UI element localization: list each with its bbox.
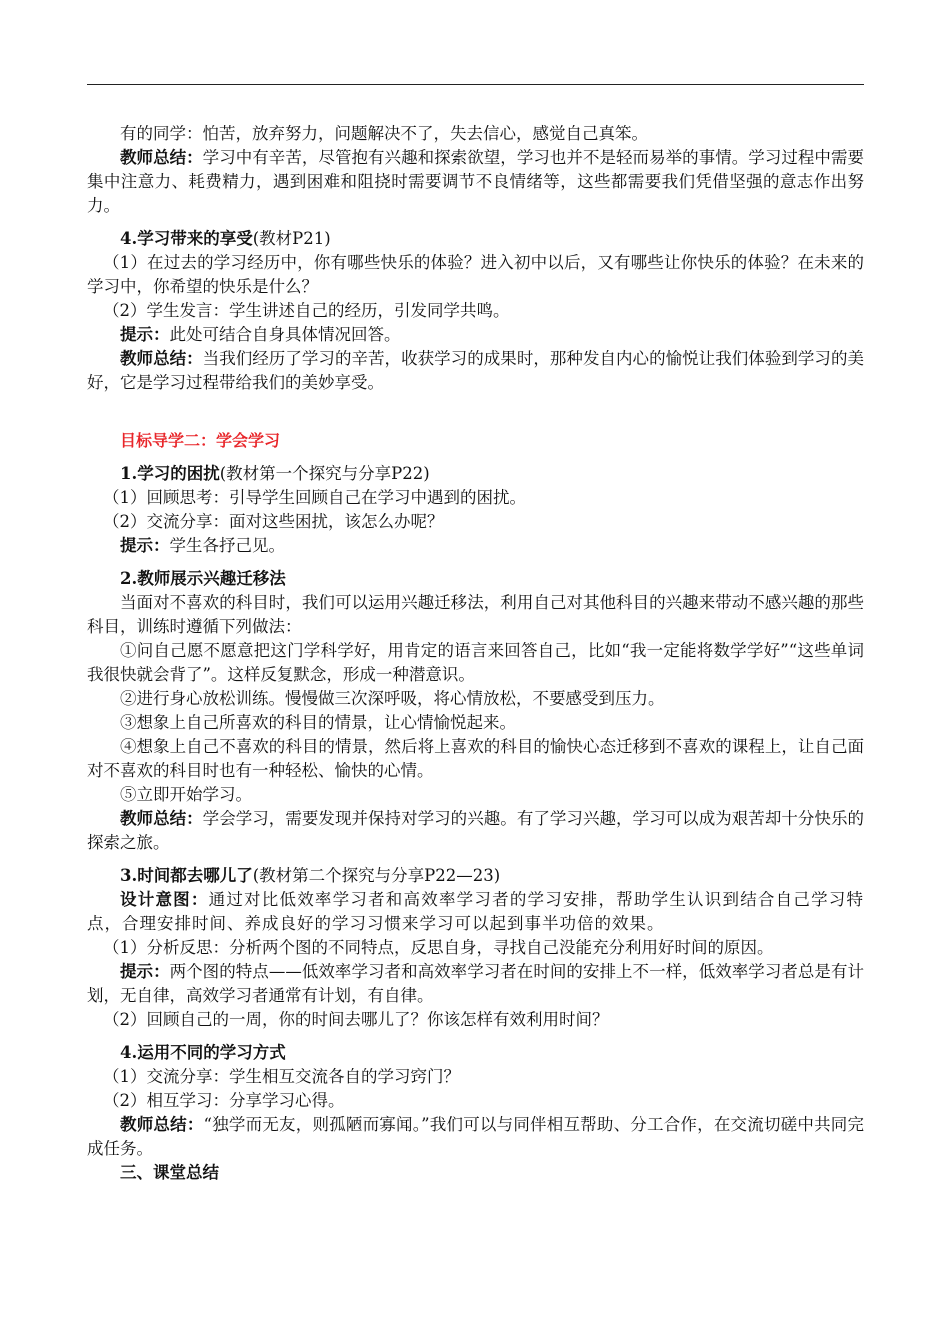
section-heading: 4.运用不同的学习方式 — [120, 1043, 286, 1062]
paragraph: 当面对不喜欢的科目时，我们可以运用兴趣迁移法，利用自己对其他科目的兴趣来带动不感兴趣的那些科目，训练时遵循下列做法： — [87, 593, 864, 636]
paragraph: 设计意图：通过对比低效率学习者和高效率学习者的学习安排，帮助学生认识到结合自己学习特点，合理安排时间、养成良好的学习习惯来学习可以起到事半功倍的效果。 — [87, 890, 865, 933]
paragraph: 教师总结：学习中有辛苦，尽管抱有兴趣和探索欲望，学习也并不是轻而易举的事情。学习过程中需要集中注意力、耗费精力，遇到困难和阻挠时需要调节不良情绪等，这些都需要我们凭借坚强的意志作出努力。 — [87, 148, 865, 215]
paragraph: 教师总结：当我们经历了学习的辛苦，收获学习的成果时，那种发自内心的愉悦让我们体验到学习的美好，它是学习过程带给我们的美妙享受。 — [87, 349, 865, 392]
document-body — [87, 122, 864, 1185]
paragraph: （2）相互学习：分享学习心得。 — [103, 1091, 345, 1110]
paragraph: （2）回顾自己的一周，你的时间去哪儿了？你该怎样有效利用时间？ — [103, 1010, 609, 1029]
goal-heading: 目标导学二：学会学习 — [120, 431, 281, 450]
paragraph: （1）分析反思：分析两个图的不同特点，反思自身，寻找自己没能充分利用好时间的原因。 — [103, 938, 774, 957]
section-heading: 3.时间都去哪儿了(教材第二个探究与分享P22—23) — [120, 866, 501, 885]
paragraph: （1）回顾思考：引导学生回顾自己在学习中遇到的困扰。 — [103, 488, 526, 507]
paragraph: 教师总结：“独学而无友，则孤陋而寡闻。”我们可以与同伴相互帮助、分工合作，在交流切磋中共同完成任务。 — [87, 1115, 865, 1158]
header-rule — [87, 84, 864, 85]
section-heading: 1.学习的困扰(教材第一个探究与分享P22) — [120, 464, 430, 483]
paragraph: （1）交流分享：学生相互交流各自的学习窍门？ — [103, 1067, 460, 1086]
paragraph: ⑤立即开始学习。 — [120, 785, 252, 804]
paragraph: （2）学生发言：学生讲述自己的经历，引发同学共鸣。 — [103, 301, 510, 320]
paragraph: 提示：学生各抒己见。 — [120, 536, 285, 555]
section-heading: 三、课堂总结 — [120, 1163, 219, 1182]
paragraph: 提示：此处可结合自身具体情况回答。 — [120, 325, 401, 344]
section-heading: 2.教师展示兴趣迁移法 — [120, 569, 286, 588]
paragraph: （2）交流分享：面对这些困扰，该怎么办呢？ — [103, 512, 444, 531]
paragraph: ④想象上自己不喜欢的科目的情景，然后将上喜欢的科目的愉快心态迁移到不喜欢的课程上，让自己面对不喜欢的科目时也有一种轻松、愉快的心情。 — [87, 737, 864, 780]
section-heading: 4.学习带来的享受(教材P21) — [120, 229, 331, 248]
paragraph: （1）在过去的学习经历中，你有哪些快乐的体验？进入初中以后，又有哪些让你快乐的体验？在未来的学习中，你希望的快乐是什么？ — [87, 253, 864, 296]
paragraph: 有的同学：怕苦，放弃努力，问题解决不了，失去信心，感觉自己真笨。 — [120, 124, 648, 143]
paragraph: ③想象上自己所喜欢的科目的情景，让心情愉悦起来。 — [120, 713, 516, 732]
paragraph: ①问自己愿不愿意把这门学科学好，用肯定的语言来回答自己，比如“我一定能将数学学好”“这些单词我很快就会背了”。这样反复默念，形成一种潜意识。 — [87, 641, 864, 684]
paragraph: ②进行身心放松训练。慢慢做三次深呼吸，将心情放松，不要感受到压力。 — [120, 689, 665, 708]
paragraph: 教师总结：学会学习，需要发现并保持对学习的兴趣。有了学习兴趣，学习可以成为艰苦却十分快乐的探索之旅。 — [87, 809, 865, 852]
paragraph: 提示：两个图的特点——低效率学习者和高效率学习者在时间的安排上不一样，低效率学习者总是有计划，无自律，高效学习者通常有计划，有自律。 — [87, 962, 865, 1005]
